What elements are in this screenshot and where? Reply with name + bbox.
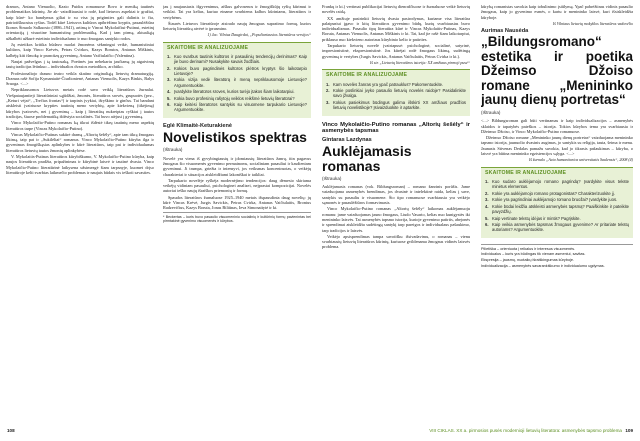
glossary [481,244,633,268]
glossary-entry: Pilietiška – orientuota į reikalus ir interesus visuomenės. [481,246,576,251]
page-number-right: 109 [625,428,633,433]
column-4 [481,4,633,269]
article-subtitle: (Ištrauka) [163,147,183,153]
article-author: Aurimas Nausėda [481,28,529,35]
column-4-intro-paragraphs [481,4,633,20]
question-item [485,179,629,189]
column-3-intro-paragraphs [322,4,470,59]
paragraph: Tarpukario lietuvių novelė įvairiapusė: psichologinė, socialinė, satyrinė, impresionistinė, ekspresionistinė. Jos kūrėjai rodė žmogaus likimą, sudėtingą gyvenimą ir vertybes (Jurgis Savickis, Antanas Vaičiulaitis, Petras Cvirka ir kt.). [322,43,470,59]
question-number: 1. [326,81,330,87]
article-title: „Bildungsromano“ estetika ir poetika Džeimso Džoiso romane „Menininko jaunų dienų portretas“ [481,34,633,108]
question-number: 2. [485,190,489,196]
questions-heading: SKAITOME IR ANALIZUOJAME [167,44,249,51]
question-item [167,77,307,87]
column-3 [322,4,470,251]
question-item [167,54,307,64]
paragraph: kūrybą romanistas suvokia kaip tobulinimo įsiūlymą. Ypač pabrėžtinas vidinis pasaulio žmogaus, kaip jo gyvenimo esmės, o kartu ir menininko laisvė, kuri išsiskleidžia kūryboje. [481,4,633,20]
paragraph: Tarpukario novelėje ryškėja modernėjimo tendencijos: daug dėmesio skiriama veikėjų vidiniam pasauliui, psichologinei analizei, neįprastai kompozicijai. Novelės autoriai ieško naujų išraiškos priemonių ir formų. [163,177,311,194]
paragraph: dramos, Antano Vienuolio, Kazio Puidos romanuose Bovo ir meniką tautinės problematikos kūrinių. Jie ak- vaizdžiausiai ir rodė, kad lietuvos aspektai ir gražiai, kaip kūrė- ko bandymus giliai ir su visa jų prigimties gali dalintis ir čia, patriotiškuosius ryšius. Todėl kūrė Lietuvos kultūros apibrėžimo kryptis, pasaulėžiūra Ikonos Šinuolo Salkuosio (1886–1941), artimą ir Vincui Mykolaičiui-Putinui, estetinį orientaciją į visuotine humanistinę problematiką, Kad į tam pirmą, aktualiąją užkalbėti užkurė estetinio individualumo ir nuo žmogaus santykio rodos. [6,4,154,41]
question-text: Įvardykite literatūros sroves, kurios turėjo įtakos šiam laikotarpiui. [174,89,295,95]
article-body [481,118,633,156]
question-item [485,216,629,221]
paragraph: Šiaurės Lietuvos literatūroje atsirado naujų žmogaus supratimo formų, kurios lietuvių literatūrą atvėrė ir įprasmino. [163,20,311,32]
question-text: Kokia buvo profesinių rašytojų veiklos reikšmė lietuvių literatūrai? [174,95,295,101]
paragraph: Vincas Mykolaičio-Putinas sukūrė dramą „Altorių šešėly“, apie tam tikrą žmogaus likimą, taip pat ir „Sukilėliai“ romanus. Vinco Mykolaičio-Putino kūryba ilga ir gyvenimas žmogiškąsias aplinkybes ir kūrė literatūros, taip pat ir individualumas literatūros lietuvių tautos žmonių aplinkybėse. [6,131,154,153]
paragraph: Auklėjamasis romanas (vok. Bildungsroman) – romano žanrinis porūšis. Jame vaizduojama asmenybės brendimas, jos dvasinė ir intelektinė raida, kelias į save, santykis su pasauliu ir visuomene. Šio tipo romanuose svarbiausia yra veikėjo sąmonės ir pasaulėžiūros formavimasis. [322,184,470,206]
article-subtitle: (Ištrauka) [322,175,342,181]
article-subtitle: (Ištrauka) [481,109,501,115]
paragraph: Novelė yra viena iš gyvybingiausių ir įdomiausių literatūros žanrų, itin pagavus žmogaus šio visuomenės gyvenimo permainoms, socialiniam pasauliui ir kasdieniam gyvenimui. Ji trumpa, griežta ir intensyvi, jos veiksmas koncentruotas, o veikėjų charakteriai ir situacijos atskleidžiami lakoniškai ir taikliai. [163,155,311,177]
question-text: Kaip keitėsi literatūros santykis su visuomene tarpukario Lietuvoje? Argumentuokite. [174,102,307,113]
question-number: 6. [167,102,171,108]
source-note: Iš Vilniaus lietuvių mokyklos literatūros vadovėlio [552,20,633,26]
paragraph: V. Mykolaitis-Putinas literatūros kūrybiškumo, V. Mykolaičio-Putino kūryba, kaip naujos literatūros pradžia, pripažinimas ir kūrybinė laisvė ir tautinė dvasia. Vinco Mykolaičio-Putino literatūrinė laikysena užsimezgė šiam tarpsnyje, kuomet drįso literatūroje kelti svarbias laikmečio problemas ir naujais būdais vis ieškoti savasties. [6,154,154,175]
question-text: Kam novelės žanras yra ypač patrauklus? Pakomentuokite. [333,81,444,87]
question-number: 3. [167,77,171,83]
question-number: 3. [326,99,330,105]
paragraph: Veikėjo apsisprendimas tampa savotišku išsivadavimu, o romanas – vienu svarbiausių lietuvių literatūros kūrinių, kuriuose gvildenama žmogaus vidinės laisvės problema. [322,233,470,250]
question-number: 4. [485,203,489,209]
question-text: Kokios buvo pagrindinės kultūros plėtros kryptys šio laikotarpio Lietuvoje? [174,65,307,76]
question-item [167,66,307,76]
paragraph: Nepriklausomos Lietuvos metais rodė savo veiklą literatūros žurnalai. Viešpataujantieji literatūriniai sąjūdžiai, žmonės, literatūros srovės, grupuotės (pvz., „Keturi vėjai“, „Trečias frontas“) ir tarpinis įvykiai, išryškino ir ginčus. Tai bandant atskleisti įvairiuose krypties tautinių meno vertybių, apie kiekvieną (tikėjimą) kūrybos įvairovės, nei į gyvenimą – kaip į literatūrą nukreiptas ryškiai į tautos tradicijas, šiuose problematiką išdėstyta socialinės. Tai buvo atėjusi į gyvenimą. [6,87,154,119]
questions-heading: SKAITOME IR ANALIZUOJAME [326,72,408,79]
question-number: 2. [326,88,330,94]
question-item [485,197,629,202]
question-item [167,96,307,101]
question-text: Kokius pasiekimus būdingus galima išskirti XX amžiaus pradžios lietuvių novelistikoje? Įsivaizduokite ir aptarkite. [333,99,466,110]
question-number: 1. [485,178,489,184]
question-item [326,100,466,110]
question-item [167,102,307,112]
paragraph: Jų estetikos kritika būdavo nuolat žmonėms sėkmingai veikė, humanistiniai kultūros, kaip Vinco Krėvės, Petras Cvirkos, Kazys Borutos, Antanas Miškinis, kalbėję kiti išmokę ir prancūzų gyvenimų, Antano Vaičiulaičio (Valentina). [6,42,154,58]
article-author: Eglė Klimaitė-Keturakienė [163,123,233,130]
question-number: 3. [485,197,489,203]
question-number: 4. [167,89,171,95]
page-footer [0,427,640,437]
article-body [163,156,311,211]
glossary-entry: Ekspresija – jausmų, nuotaikų išraiškingumas kūryboje. [481,257,575,262]
question-item [485,222,629,232]
paragraph: Vinco Mykolaičio-Putino romanas ką tikrai išdėstė tikrų tautinių meno aspektų literatūros tarpe (Vincas Mykolaičio-Putino). [6,120,154,131]
paragraph: XX amžiuje pasirinkti lietuvių dvasia pasirodymas, kuriame visa literatūra palaipsniui įgavo ir kitų literatūros gyvenimo būdų, kurių svarbiausias buvo individualizmas. Pasaulio tipų literatūra kūrė ir Vincas Mykolaitis-Putinas, Kazys Boruta, Antanas Vienuolis, Antanas Miškinis ir kt. Tai, kad jie rašė šiam laikotarpiui, priklauso nuo kiekvieno autoriaus kūrybinio kelio ir patirties. [322,15,470,42]
question-item [326,88,466,98]
questions-list [167,54,307,112]
questions-list [485,179,629,232]
column-1 [6,4,154,176]
article-title: Novelistikos spektras [163,129,307,146]
paragraph: Spaudos literatūros žurnaluose 1925–1940 metais išspausdinta daug novelių: jų kūrė Vincas Krėvė, Jurgis Savickis, Petras Cvirka, Antanas Vaičiulaitis, Bronius Radzevičius, Kazys Boruta, Jonas Biliūnas, Ieva Simonaitytė ir kt. [163,194,311,211]
question-text: Kuo svarbus tautinis kultūros ir pasaulinių tendencijų derinimas? Kaip jie buvo derinami? Nusakykite savais žodžiais. [174,54,307,65]
question-number: 6. [485,222,489,228]
article-title: Auklėjamasis romanas [322,142,412,174]
questions-box [322,69,470,115]
footnote: * Beckertas – kuris buvo pasaulio visuomeninio socialinių ir kultūrinių formų pavienintas bei pirmtakinė gyvenimo visuomenės ir kūrybos. [163,212,311,224]
question-number: 2. [167,65,171,71]
questions-heading: SKAITOME IR ANALIZUOJAME [485,169,567,176]
source-note: Iš str. „Lietuvių literatūros istorija: XX amžiaus pirmoji pusė“ [370,59,470,65]
article-body [322,184,470,250]
running-head: VIII CIKLAS. XX a. pirmosios pusės modernioji lietuvių literatūra: asmenybės tapsmo problema [429,428,622,433]
paragraph: Naujai pažvelgus į tą tautosaką, Poetinės jau nebekartu jaučiamą jų atgaivintų tautų tradicijas lėtinkuo – individualios dvasios metodikos, archtiko. [6,58,154,70]
question-item [326,82,466,87]
questions-list [326,82,466,110]
page-number-left: 108 [7,428,15,433]
question-number: 5. [485,215,489,221]
question-text: Kokie yra auklėjamojo romano protagonistas? Charakterizuokite jį. [492,190,615,196]
column-2 [163,4,311,223]
paragraph: Džeimso Džoiso romane „Menininko jaunų dienų portretas“ vaizduojama menininko tapsmo istorija, jaunuolio dvasinis augimas, jo santykis su religija, tauta, šeima ir menu. Jaunasis Stivenas Dedalas pamažu suvokia, kad jo tikrasis pašaukimas – kūryba, o laisvė yra būtina menininko egzistencijos sąlyga. <...> [481,135,633,157]
glossary-entry: Individualus – kuris yra būdingas tik vienam asmeniui, savitas. [481,252,586,257]
question-item [167,89,307,94]
question-text: Kaip vertinate tekstų idėjas ir mintis? Pagrįskite. [492,215,581,221]
question-text: Kokie yra pagrindiniai auklėjamojo romano bruožai? Įvardykite juos. [492,197,618,203]
question-number: 5. [167,95,171,101]
questions-box [481,167,633,238]
question-text: Kuo sudaro auklėjamojo romano pagrindą? Įvardykite visus tekste minėtus elementus. [492,178,629,190]
question-text: Kokie būdai leidžia atskleisti asmenybės tapsmą? Paaiškinkite ir pateikite pavyzdžių. [492,203,629,214]
questions-box [163,42,311,118]
question-text: Kokie poslinkiai įvyko pasaulio lietuvių novelės raidoje? Pasidalinkite savo įžvalga. [333,88,466,99]
question-item [485,191,629,196]
source-note: 1) Jac. Vilnius Daugirdai, „Populiariausios literatūros versijos“ [207,32,311,38]
section-kicker: Vinco Mykolaičio-Putino romanas „Altorių šešėly“ ir asmenybės tapsmas [322,121,470,135]
paragraph: Profesionaliojo drauno teatro veikla skatino originaliąją lietuvių dramaturgiją. Dramas rašė Sofija Kymantaitė-Čiurlionienė, Antanas Vienuolis, Kazys Binkis, Balys Sruoga. <...> [6,70,154,87]
question-text: Kokia vizija vedė literatūrą ir meną nepriklausomoje Lietuvoje? Argumentuokite. [174,77,307,88]
source-note: Iš žurnalo „Acta humanitarica universitatis Saulensis“, 2008 (4) [529,157,633,163]
question-text: Kaip veikia asmenybės tapsmas žmogaus gyvenime? Ar pritariate tekstų autoriams? Argumentuokite. [492,222,629,233]
column-2-intro-paragraphs [163,4,311,31]
column-1-paragraphs [6,4,154,175]
question-item [485,204,629,214]
glossary-entry: Individualizacija – asmenybės savarankiškumo ir individualumo ugdymas. [481,263,605,268]
question-number: 1. [167,54,171,60]
article-author: Gintaras Lazdynas [322,136,372,143]
paragraph: Vinco Mykolaičio-Putino romanas „Altorių šešėly“ laikomas auklėjamuoju romanu: jame vaizduojamas jauno žmogaus, Liudo Vasario, kelias nuo kunigystės iki menininko laisvės. Tai asmenybės tapsmo istorija, kurioje gyvenimo patirtis, abejonės ir sprendimai atskleidžia sudėtingą santykį tarp pareigos ir individualaus pašaukimo, tarp tradicijos ir laisvės. [322,206,470,233]
paragraph: <...> Bildungsroman gali būti vertinamas ir kaip individualizacijos – asmenybės sklaidos ir tapatybės paieškos – istorija. Tokios kūrybos tema yra svarbiausia ir Džeimso Džoiso, ir Vinco Mykolaičio-Putino romanuose. [481,118,633,134]
paragraph: Frankų ir kt.) vertimai publikacijai lietuvių dienraščiuose ir žurnaluose veikė lietuvių novelės raidą. [322,4,470,15]
paragraph: jau į naujausiasis išgyvenimus, aiškus galvosenos ir žmogiškūjų ryšių kūrimui ir veiklai. Tai yra kelias, kuriuo einame svarbiems kalbos kūriniams, literatūros ir vertybėms. [163,4,311,20]
